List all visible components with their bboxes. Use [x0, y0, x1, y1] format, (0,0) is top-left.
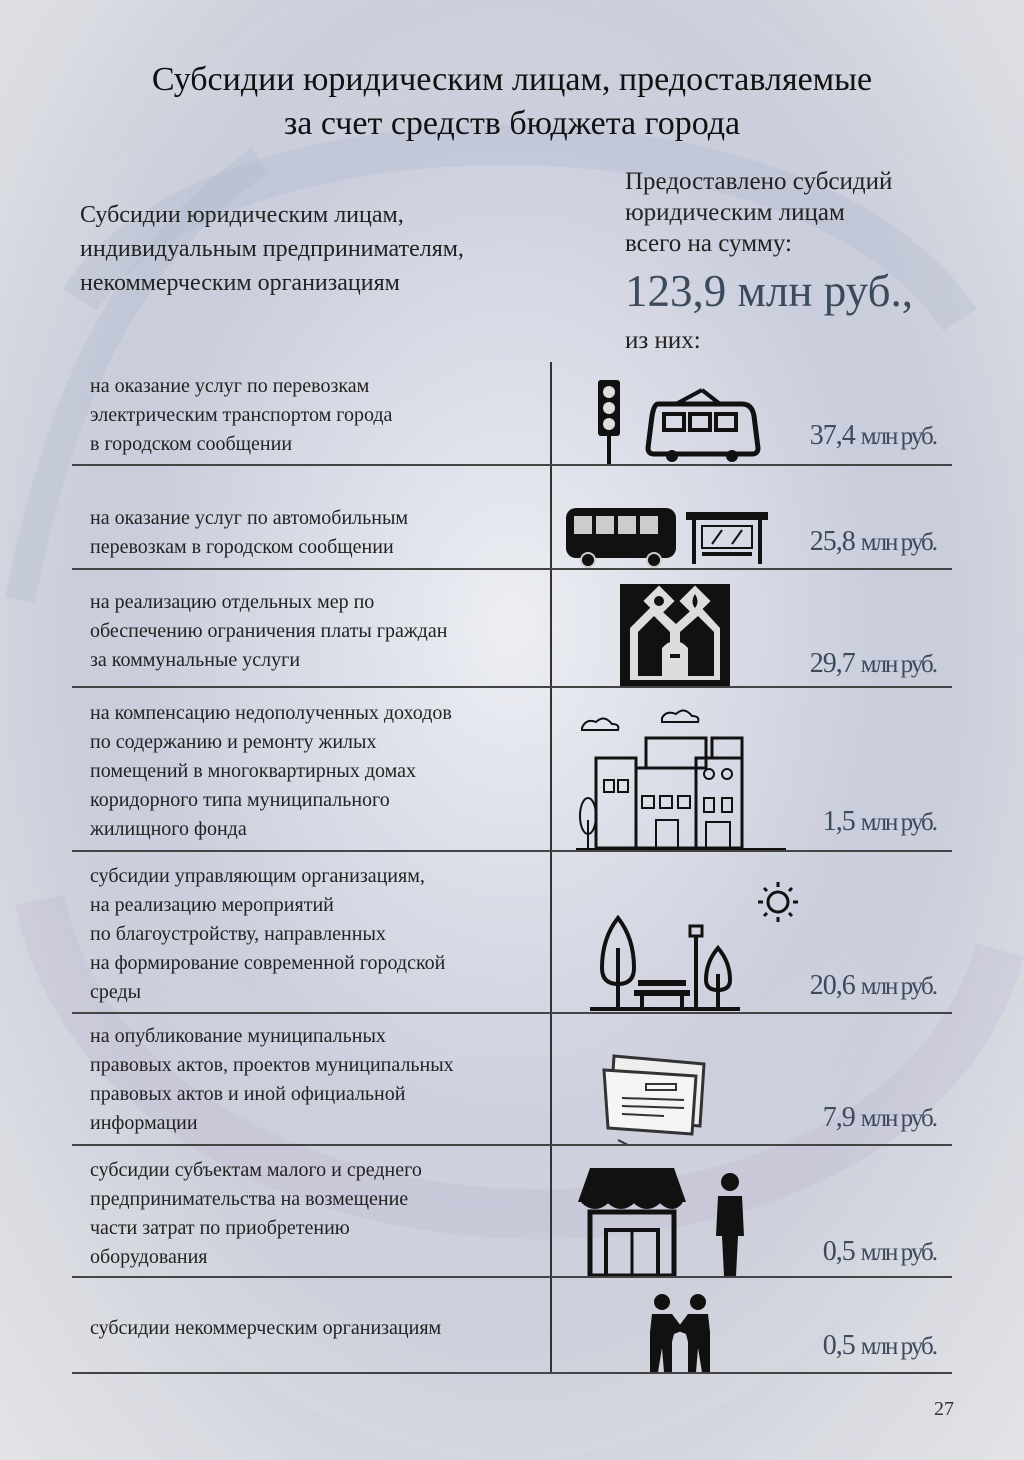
value-number: 0,5	[822, 1330, 855, 1361]
total-label-line-3: всего на сумму:	[625, 230, 792, 257]
of-them-label: из них:	[625, 327, 701, 354]
row-value	[810, 420, 936, 452]
bus-stop-icon	[562, 504, 772, 568]
row-description	[90, 1022, 550, 1138]
utilities-house-icon	[620, 584, 730, 686]
row-line: информации	[90, 1112, 198, 1134]
value-unit: млн руб.	[860, 1333, 936, 1360]
row-value	[823, 1102, 936, 1134]
row-line: по благоустройству, направленных	[90, 923, 386, 945]
row-line: среды	[90, 981, 142, 1003]
value-unit: млн руб.	[860, 1105, 936, 1132]
subsidy-row-housing	[72, 688, 952, 852]
row-line: субсидии некоммерческим организациям	[90, 1317, 442, 1339]
sun-icon	[758, 882, 798, 922]
row-line: субсидии управляющим организациям,	[90, 865, 425, 887]
subtitle-left-line-3: некоммерческим организациям	[80, 270, 400, 296]
value-number: 25,8	[809, 526, 855, 557]
row-value	[823, 1330, 936, 1362]
value-number: 20,6	[809, 970, 855, 1001]
row-description	[90, 504, 550, 562]
value-number: 7,9	[822, 1102, 855, 1133]
value-number: 0,5	[822, 1236, 855, 1267]
row-line: части затрат по приобретению	[90, 1217, 350, 1239]
row-description	[90, 699, 550, 844]
subsidy-row-utilities	[72, 570, 952, 688]
subtitle-left-line-1: Субсидии юридическим лицам,	[80, 202, 404, 228]
row-line: помещений в многоквартирных домах	[90, 760, 417, 782]
row-line: на опубликование муниципальных	[90, 1025, 386, 1047]
row-line: оборудования	[90, 1246, 208, 1268]
row-line: перевозкам в городском сообщении	[90, 536, 394, 558]
row-line: электрическим транспортом города	[90, 404, 393, 426]
value-unit: млн руб.	[860, 1239, 936, 1266]
value-unit: млн руб.	[860, 809, 936, 836]
newspaper-icon	[600, 1050, 710, 1146]
total-amount: 123,9 млн руб.,	[625, 266, 913, 316]
row-line: коридорного типа муниципального	[90, 789, 390, 811]
park-icon	[590, 878, 800, 1012]
subsidy-row-electric-transport	[72, 362, 952, 466]
row-value	[810, 648, 936, 680]
row-description	[90, 588, 550, 675]
total-label-line-2: юридическим лицам	[625, 199, 845, 226]
total-label-line-1: Предоставлено субсидий	[625, 168, 893, 195]
value-unit: млн руб.	[860, 529, 936, 556]
person-icon	[716, 1173, 744, 1276]
shop-icon	[578, 1166, 754, 1278]
row-line: на формирование современной городской	[90, 952, 446, 974]
row-description	[90, 1156, 550, 1272]
subtitle-right	[625, 166, 1005, 356]
row-line: по содержанию и ремонту жилых	[90, 731, 377, 753]
subsidy-row-publishing	[72, 1014, 952, 1146]
row-line: предпринимательства на возмещение	[90, 1188, 409, 1210]
value-unit: млн руб.	[860, 651, 936, 678]
handshake-icon	[644, 1292, 716, 1374]
value-unit: млн руб.	[860, 423, 936, 450]
title-line-1: Субсидии юридическим лицам, предоставляемые	[151, 61, 873, 98]
row-line: в городском сообщении	[90, 433, 293, 455]
city-buildings-icon	[576, 708, 786, 850]
row-value	[823, 1236, 936, 1268]
subtitle-left-line-2: индивидуальным предпринимателям,	[80, 236, 464, 262]
value-unit: млн руб.	[860, 973, 936, 1000]
title-line-2: за счет средств бюджета города	[283, 105, 741, 142]
value-number: 37,4	[809, 420, 855, 451]
row-line: на компенсацию недополученных доходов	[90, 702, 452, 724]
subsidy-row-bus-transport	[72, 466, 952, 570]
page-title	[0, 58, 1024, 146]
row-line: на реализацию мероприятий	[90, 894, 334, 916]
subsidy-row-nonprofit	[72, 1278, 952, 1374]
row-description	[90, 862, 550, 1007]
value-number: 1,5	[822, 806, 855, 837]
page-number: 27	[934, 1398, 954, 1420]
row-description	[90, 372, 550, 459]
subtitle-left	[80, 198, 580, 300]
row-line: жилищного фонда	[90, 818, 247, 840]
row-line: за коммунальные услуги	[90, 649, 301, 671]
row-line: на реализацию отдельных мер по	[90, 591, 375, 613]
row-value	[810, 970, 936, 1002]
row-description	[90, 1314, 550, 1343]
tram-traffic-light-icon	[592, 376, 832, 466]
row-value	[810, 526, 936, 558]
row-value	[823, 806, 936, 838]
row-divider	[72, 1372, 952, 1374]
row-line: правовых актов, проектов муниципальных	[90, 1054, 454, 1076]
value-number: 29,7	[809, 648, 855, 679]
row-line: на оказание услуг по перевозкам	[90, 375, 370, 397]
row-line: субсидии субъектам малого и среднего	[90, 1159, 422, 1181]
subsidy-row-urban-environment	[72, 852, 952, 1014]
row-line: на оказание услуг по автомобильным	[90, 507, 409, 529]
subsidy-row-small-business	[72, 1146, 952, 1278]
row-line: обеспечению ограничения платы граждан	[90, 620, 448, 642]
row-line: правовых актов и иной официальной	[90, 1083, 406, 1105]
